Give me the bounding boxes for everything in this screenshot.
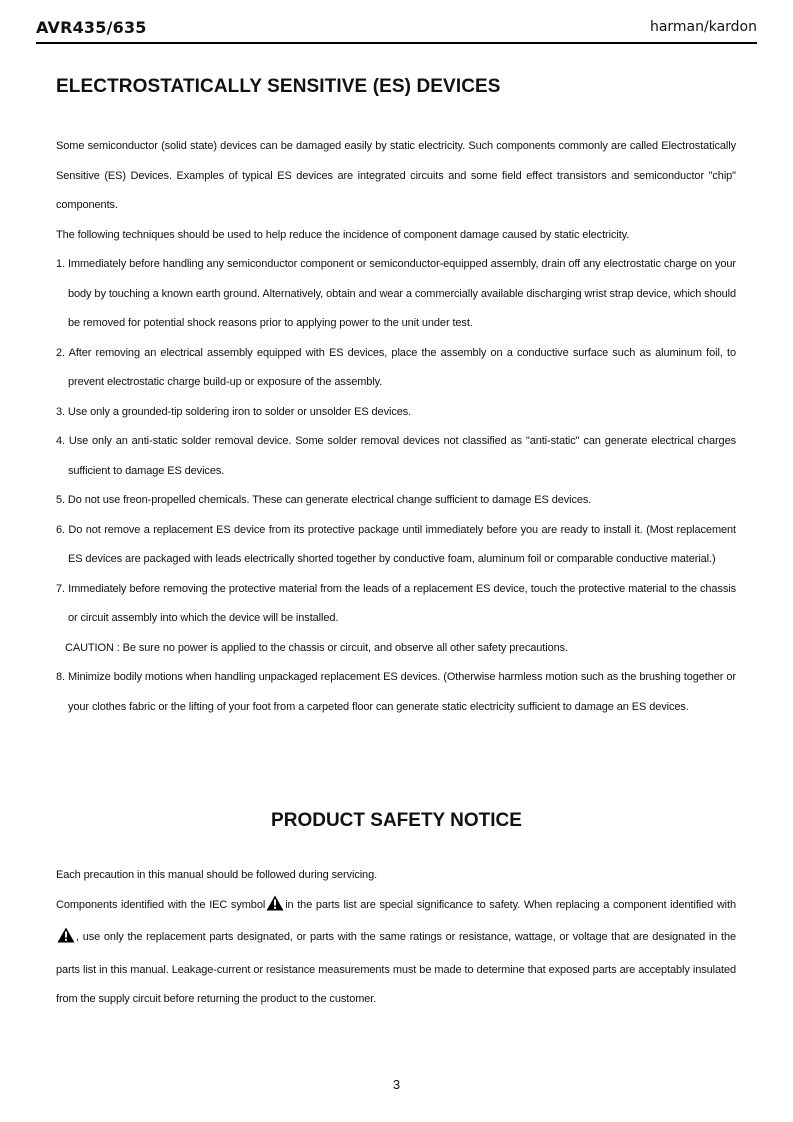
safety-line-2b: in the parts list are special significance to safety. When replacing a component identified with — [285, 898, 736, 911]
es-section-title: ELECTROSTATICALLY SENSITIVE (ES) DEVICES — [56, 76, 501, 97]
es-intro-paragraph: Some semiconductor (solid state) devices can be damaged easily by static electricity. Such components commonly are called Electrostatically Sensitive (ES) Devices. Examples of typical ES devices are integrated circuits and some field effect transistors and semiconductor "chip" components. — [56, 140, 736, 211]
es-list-item-4: 4. Use only an anti-static solder removal device. Some solder removal devices not classified as "anti-static" can generate electrical charges sufficient to damage ES devices. — [56, 435, 736, 477]
es-section-body — [56, 132, 736, 722]
es-list-item-1: 1. Immediately before handling any semiconductor component or semiconductor-equipped assembly, drain off any electrostatic charge on your body by touching a known earth ground. Alternatively, obtain and wear a commercially available discharging wrist strap device, which should be removed for potential shock reasons prior to applying power to the unit under test. — [56, 258, 736, 329]
es-list-item-5: 5. Do not use freon-propelled chemicals. These can generate electrical change sufficient to damage ES devices. — [56, 494, 592, 506]
page-header — [36, 16, 757, 44]
es-list-item-3: 3. Use only a grounded-tip soldering iron to solder or unsolder ES devices. — [56, 405, 412, 418]
brand-name: harman/kardon — [649, 19, 757, 35]
safety-line-2a: Components identified with the IEC symbol — [56, 898, 266, 911]
safety-section-body — [56, 861, 736, 1015]
safety-line-1: Each precaution in this manual should be followed during servicing. — [56, 869, 378, 881]
es-caution-note: CAUTION : Be sure no power is applied to the chassis or circuit, and observe all other safety precautions. — [65, 641, 568, 654]
model-name: AVR435/635 — [36, 18, 147, 37]
es-lead-paragraph: The following techniques should be used to help reduce the incidence of component damage caused by static electricity. — [56, 228, 630, 241]
warning-triangle-icon — [57, 926, 75, 956]
es-list-item-8: 8. Minimize bodily motions when handling unpackaged replacement ES devices. (Otherwise harmless motion such as the brushing together or your clothes fabric or the lifting of your foot from a carpeted floor can generate static electricity sufficient to damage an ES devices. — [56, 671, 736, 713]
warning-triangle-icon — [266, 894, 284, 924]
page-number: 3 — [392, 1077, 401, 1092]
es-list-item-2: 2. After removing an electrical assembly equipped with ES devices, place the assembly on a conductive surface such as aluminum foil, to prevent electrostatic charge build-up or exposure of the assembly. — [56, 346, 736, 388]
safety-paragraph — [56, 891, 736, 1015]
safety-line-2c: , use only the replacement parts designated, or parts with the same ratings or resistance, wattage, or voltage that are designated in the parts list in this manual. Leakage-current or resistance measurements must be made to determine that exposed parts are acceptably insulated from the supply circuit before returning the product to the customer. — [56, 931, 736, 1005]
es-list-item-6: 6. Do not remove a replacement ES device from its protective package until immediately before you are ready to install it. (Most replacement ES devices are packaged with leads electrically shorted together by conductive foam, aluminum foil or comparable conductive material.) — [56, 523, 736, 565]
es-list-item-7: 7. Immediately before removing the protective material from the leads of a replacement ES device, touch the protective material to the chassis or circuit assembly into which the device will be installed. — [56, 582, 736, 624]
safety-section-title: PRODUCT SAFETY NOTICE — [271, 810, 522, 831]
